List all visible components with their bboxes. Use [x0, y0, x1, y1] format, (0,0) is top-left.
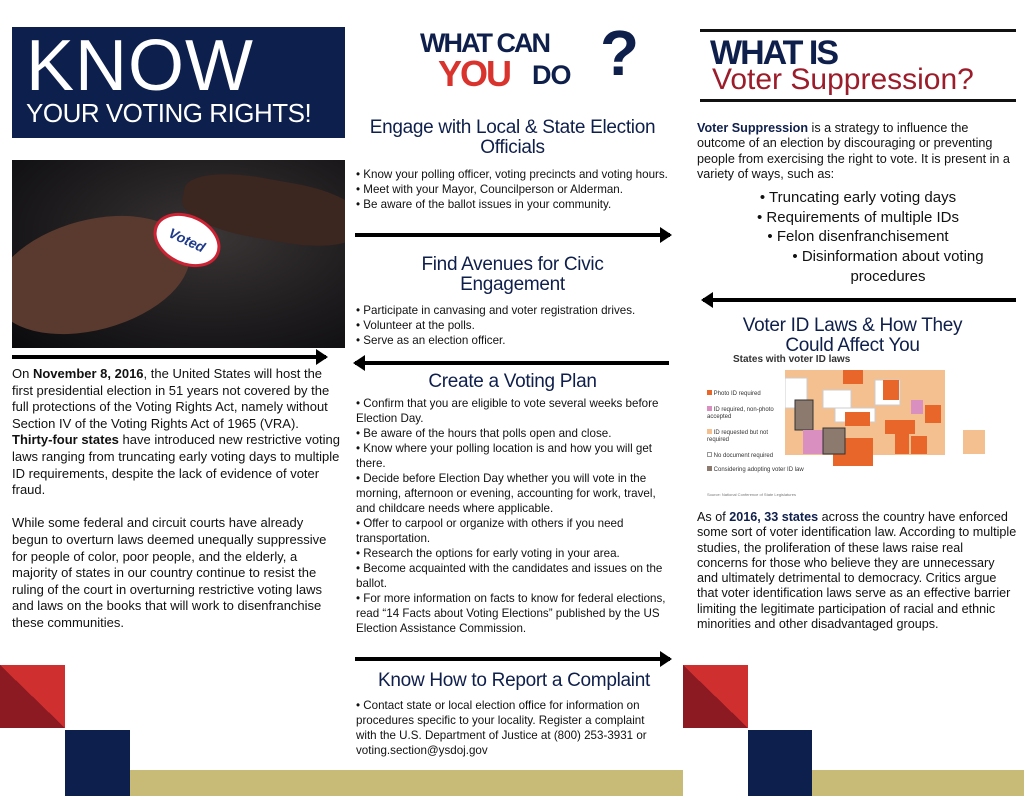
red-decor-square [683, 665, 748, 728]
list-item: • Disinformation about voting procedures [792, 248, 984, 285]
banner-subtitle: YOUR VOTING RIGHTS! [26, 98, 312, 128]
list-item: • Be aware of the hours that polls open and close. [356, 426, 674, 441]
list-item: • Become acquainted with the candidates and issues on the ballot. [356, 561, 674, 591]
what-is-title: WHAT IS [710, 34, 838, 72]
list-item: • Know your polling officer, voting precincts and voting hours. [356, 167, 671, 182]
gold-decor-band [130, 770, 683, 796]
list-item: • Felon disenfranchisement [767, 228, 949, 246]
list-item: • Offer to carpool or organize with others if you need transportation. [356, 516, 674, 546]
list-item: • Serve as an election officer. [356, 333, 671, 348]
heading-voting-plan: Create a Voting Plan [428, 371, 597, 392]
divider [700, 29, 1016, 32]
arrow-left [355, 361, 669, 365]
list-item: • Truncating early voting days [759, 189, 957, 206]
list-item: • Research the options for early voting in your area. [356, 546, 674, 561]
map-legend: Photo ID required ID required, non-photo accepted ID requested but not required No document required Considering adopting voter ID law [707, 391, 804, 473]
red-decor-square [0, 665, 65, 728]
left-body-text [12, 366, 342, 648]
intro-paragraph: On November 8, 2016, the United States will host the first presidential election in 51 years not covered by the full protections of the Voting Rights Act, namely without Section IV of the Voting Rights Act of 1965 (VRA). Thirty-four states have introduced new restrictive voting laws ranging from truncating early voting days to multiple ID requirements, despite the lack of evidence of voter fraud. [12, 366, 341, 498]
voter-id-paragraph: As of 2016, 33 states across the country have enforced some sort of voter identification law. According to multiple studies, the proliferation of these laws raise real concerns for those who believe they are unnecessary and ultimately detrimental to democracy. Critics argue that voter identification laws serve as an effective barrier limiting the legitimate participation of racial and ethnic minorities and other disadvantaged groups. [697, 510, 1017, 632]
list-item: • Be aware of the ballot issues in your community. [356, 197, 671, 212]
suppression-intro: Voter Suppression is a strategy to influence the outcome of an election by discouraging or preventing people from exercising the right to vote. It is present in a variety of ways, such as: [697, 121, 1010, 181]
map-source: Source: National Conference of State Legislatures [707, 492, 796, 497]
heading-report-complaint: Know How to Report a Complaint [378, 670, 650, 691]
arrow-right [355, 233, 670, 237]
heading-civic: Find Avenues for Civic Engagement [421, 254, 604, 295]
know-your-rights-banner [12, 27, 345, 138]
suppression-ways-list [697, 188, 1019, 287]
voted-sticker: Voted [145, 203, 230, 278]
voter-suppression-title: Voter Suppression? [712, 63, 974, 96]
voter-id-map [705, 352, 1005, 502]
voted-sticker-photo [12, 160, 345, 348]
navy-decor-square [65, 730, 130, 796]
list-item: • Decide before Election Day whether you will vote in the morning, afternoon or evening, accounting for work, travel, and childcare needs where applicable. [356, 471, 674, 516]
list-item: • Contact state or local election office for information on procedures specific to your locality. Register a complaint with the U.S. Department of Justice at (800) 253-3931 or voting.section@ysdoj.gov [356, 698, 666, 758]
list-item: • Know where your polling location is and how you will get there. [356, 441, 674, 471]
navy-decor-square [748, 730, 812, 796]
divider [700, 99, 1016, 102]
gold-decor-band [812, 770, 1024, 796]
arrow-left [703, 298, 1016, 302]
list-item: • Meet with your Mayor, Councilperson or Alderman. [356, 182, 671, 197]
list-item: • Requirements of multiple IDs [757, 208, 959, 226]
complaint-list [356, 698, 666, 758]
banner-title: KNOW [26, 26, 254, 106]
arrow-right [12, 355, 326, 359]
voting-plan-list [356, 396, 674, 636]
civic-list [356, 303, 671, 348]
heading-voter-id-laws: Voter ID Laws & How They Could Affect You [742, 315, 963, 356]
list-item: • For more information on facts to know for federal elections, read “14 Facts about Voting Elections” published by the US Election Assistance Commission. [356, 591, 674, 636]
us-map-graphic [785, 370, 985, 482]
map-title: States with voter ID laws [733, 354, 851, 365]
engage-list [356, 167, 671, 212]
what-can-you-do-title: WHAT CAN YOU DO ? [420, 17, 640, 94]
list-item: • Participate in canvasing and voter registration drives. [356, 303, 671, 318]
list-item: • Confirm that you are eligible to vote several weeks before Election Day. [356, 396, 674, 426]
courts-paragraph: While some federal and circuit courts have already begun to overturn laws deemed unequally suppressive for people of color, poor people, and the elderly, a majority of states in our country continue to resist the ruling of the court in overturning restrictive voting laws and laws on the books that will work to disenfranchise these communities. [12, 515, 327, 630]
heading-engage: Engage with Local & State Election Officials [369, 117, 656, 158]
arrow-right [355, 657, 670, 661]
list-item: • Volunteer at the polls. [356, 318, 671, 333]
